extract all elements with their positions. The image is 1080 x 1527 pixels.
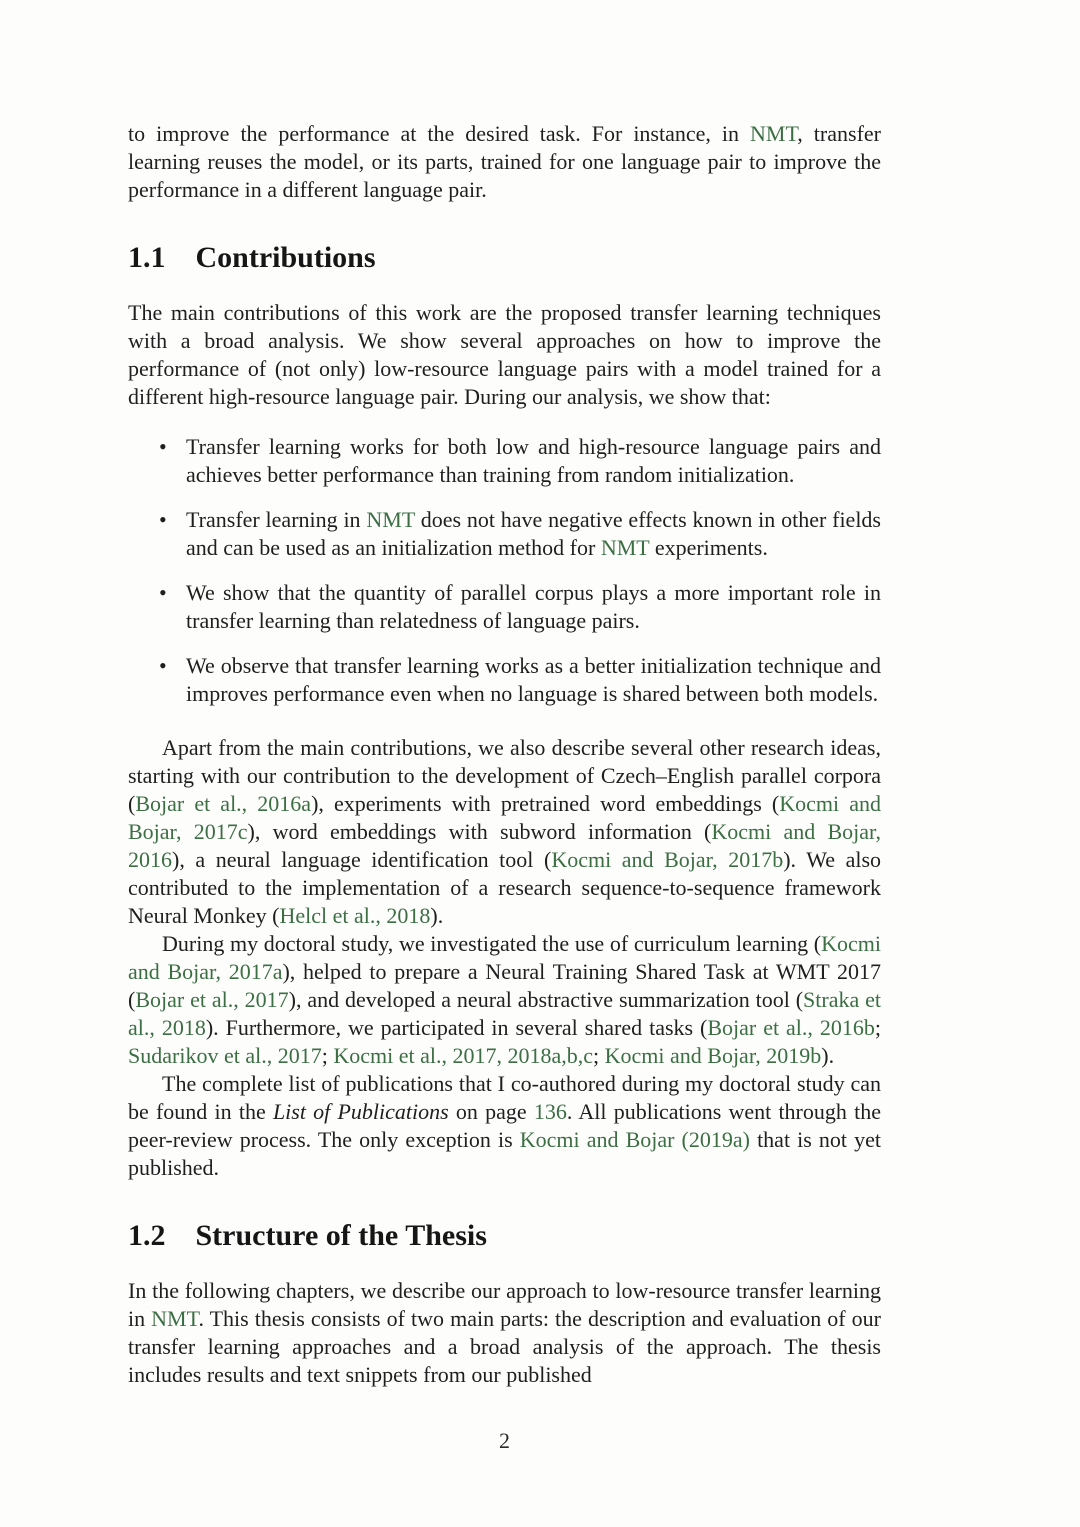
- acronym-nmt-link[interactable]: NMT: [600, 535, 650, 560]
- list-item-text: [186, 653, 881, 706]
- list-item-text: [186, 580, 881, 633]
- text-run: During my doctoral study, we investigated the use of curriculum learning (: [162, 931, 822, 956]
- list-item: [159, 652, 881, 708]
- section-number: 1.2: [128, 1219, 166, 1252]
- page-number: 2: [499, 1428, 510, 1453]
- text-run: Transfer learning in: [186, 507, 367, 532]
- bullet-icon: •: [159, 653, 167, 678]
- text-run: ). Furthermore, we participated in several shared tasks (: [205, 1015, 708, 1040]
- acronym-nmt-link[interactable]: NMT: [366, 507, 415, 532]
- section-title: Contributions: [195, 241, 376, 274]
- citation-kocmi-bojar-2017b-link[interactable]: Kocmi and Bojar, 2017b: [551, 847, 784, 872]
- text-run: , transfer learning reuses the model, or its parts, trained for one language pair to improve the performance in a different language pair.: [128, 121, 881, 202]
- paragraph-intro: [128, 120, 881, 204]
- bullet-icon: •: [159, 507, 167, 532]
- text-run: Transfer learning works for both low and high-resource language pairs and achieves better performance than training from random initialization.: [186, 434, 881, 487]
- citation-bojar-2016a-link[interactable]: Bojar et al., 2016a: [135, 791, 312, 816]
- text-run: ), and developed a neural abstractive summarization tool (: [288, 987, 804, 1012]
- list-item: [159, 506, 881, 562]
- text-run: to improve the performance at the desired task. For instance, in: [128, 121, 751, 146]
- section-heading-1-2: [128, 1219, 881, 1253]
- section-heading-1-1: [128, 241, 881, 275]
- citation-straka-2018-link[interactable]: Straka et al., 2018: [128, 987, 881, 1040]
- paragraph-other-research: [128, 734, 881, 930]
- citation-helcl-2018-link[interactable]: Helcl et al., 2018: [279, 903, 431, 928]
- text-run: We observe that transfer learning works as a better initialization technique and improves performance even when no language is shared between both models.: [186, 653, 881, 706]
- text-run: ;: [874, 1015, 881, 1040]
- citation-kocmi-bojar-2019b-link[interactable]: Kocmi and Bojar, 2019b: [604, 1043, 822, 1068]
- acronym-nmt-link[interactable]: NMT: [151, 1306, 199, 1331]
- paragraph-structure-intro: [128, 1277, 881, 1389]
- citation-sudarikov-2017-link[interactable]: Sudarikov et al., 2017: [128, 1043, 322, 1068]
- text-run: ), a neural language identification tool (: [172, 847, 552, 872]
- text-run: Apart from the main contributions, we also describe several other research ideas, starting with our contribution to the development of Czech–English parallel corpora (: [128, 735, 881, 816]
- citation-bojar-2017-link[interactable]: Bojar et al., 2017: [135, 987, 289, 1012]
- text-run: does not have negative effects known in other fields and can be used as an initialization method for: [186, 507, 881, 560]
- section-number: 1.1: [128, 241, 166, 274]
- text-run: ;: [321, 1043, 334, 1068]
- text-run: ). We also contributed to the implementation of a research sequence-to-sequence framework Neural Monkey (: [128, 847, 882, 928]
- list-item: [159, 579, 881, 635]
- list-item-text: [186, 434, 881, 487]
- acronym-nmt-link[interactable]: NMT: [750, 121, 798, 146]
- text-run: ).: [821, 1043, 835, 1068]
- section-title: Structure of the Thesis: [195, 1219, 487, 1252]
- paragraph-publications: [128, 1070, 881, 1182]
- text-run: ;: [593, 1043, 605, 1068]
- text-run: experiments.: [649, 535, 768, 560]
- citation-kocmi-bojar-2017c-link[interactable]: Kocmi and Bojar, 2017c: [128, 791, 881, 844]
- bullet-icon: •: [159, 434, 167, 459]
- text-run: ), experiments with pretrained word embeddings (: [311, 791, 780, 816]
- text-run: ), word embeddings with subword information (: [247, 819, 712, 844]
- list-of-publications-title: List of Publications: [272, 1099, 449, 1124]
- text-run: on page: [448, 1099, 534, 1124]
- text-run: The main contributions of this work are the proposed transfer learning techniques with a broad analysis. We show several approaches on how to improve the performance of (not only) low-resource language pairs with a model trained for a different high-resource language pair. During our analysis, we show that:: [128, 300, 881, 409]
- text-run: . All publications went through the peer-review process. The only exception is: [128, 1099, 881, 1152]
- text-run: In the following chapters, we describe our approach to low-resource transfer learning in: [128, 1278, 881, 1331]
- bullet-icon: •: [159, 580, 167, 605]
- list-item-text: [186, 507, 881, 560]
- citation-kocmi-2017-2018-link[interactable]: Kocmi et al., 2017, 2018a,b,c: [333, 1043, 593, 1068]
- citation-kocmi-bojar-2017a-link[interactable]: Kocmi and Bojar, 2017a: [128, 931, 881, 984]
- paragraph-contributions-intro: [128, 299, 881, 411]
- text-run: ).: [430, 903, 444, 928]
- text-run: . This thesis consists of two main parts: the description and evaluation of our transfer learning approaches and a broad analysis of the approach. The thesis includes results and text snippets from our published: [128, 1306, 881, 1387]
- text-column: [128, 120, 881, 1389]
- text-run: ), helped to prepare a Neural Training Shared Task at WMT 2017 (: [128, 959, 881, 1012]
- text-run: that is not yet published.: [128, 1127, 881, 1180]
- page-136-link[interactable]: 136: [533, 1099, 567, 1124]
- text-run: The complete list of publications that I co-authored during my doctoral study can be found in the: [128, 1071, 881, 1124]
- citation-kocmi-bojar-2016-link[interactable]: Kocmi and Bojar, 2016: [128, 819, 882, 872]
- text-run: We show that the quantity of parallel corpus plays a more important role in transfer learning than relatedness of language pairs.: [186, 580, 881, 633]
- paragraph-doctoral-study: [128, 930, 881, 1070]
- contributions-list: [128, 433, 881, 708]
- list-item: [159, 433, 881, 489]
- citation-bojar-2016b-link[interactable]: Bojar et al., 2016b: [707, 1015, 875, 1040]
- citation-kocmi-bojar-2019a-link[interactable]: Kocmi and Bojar (2019a): [519, 1127, 750, 1152]
